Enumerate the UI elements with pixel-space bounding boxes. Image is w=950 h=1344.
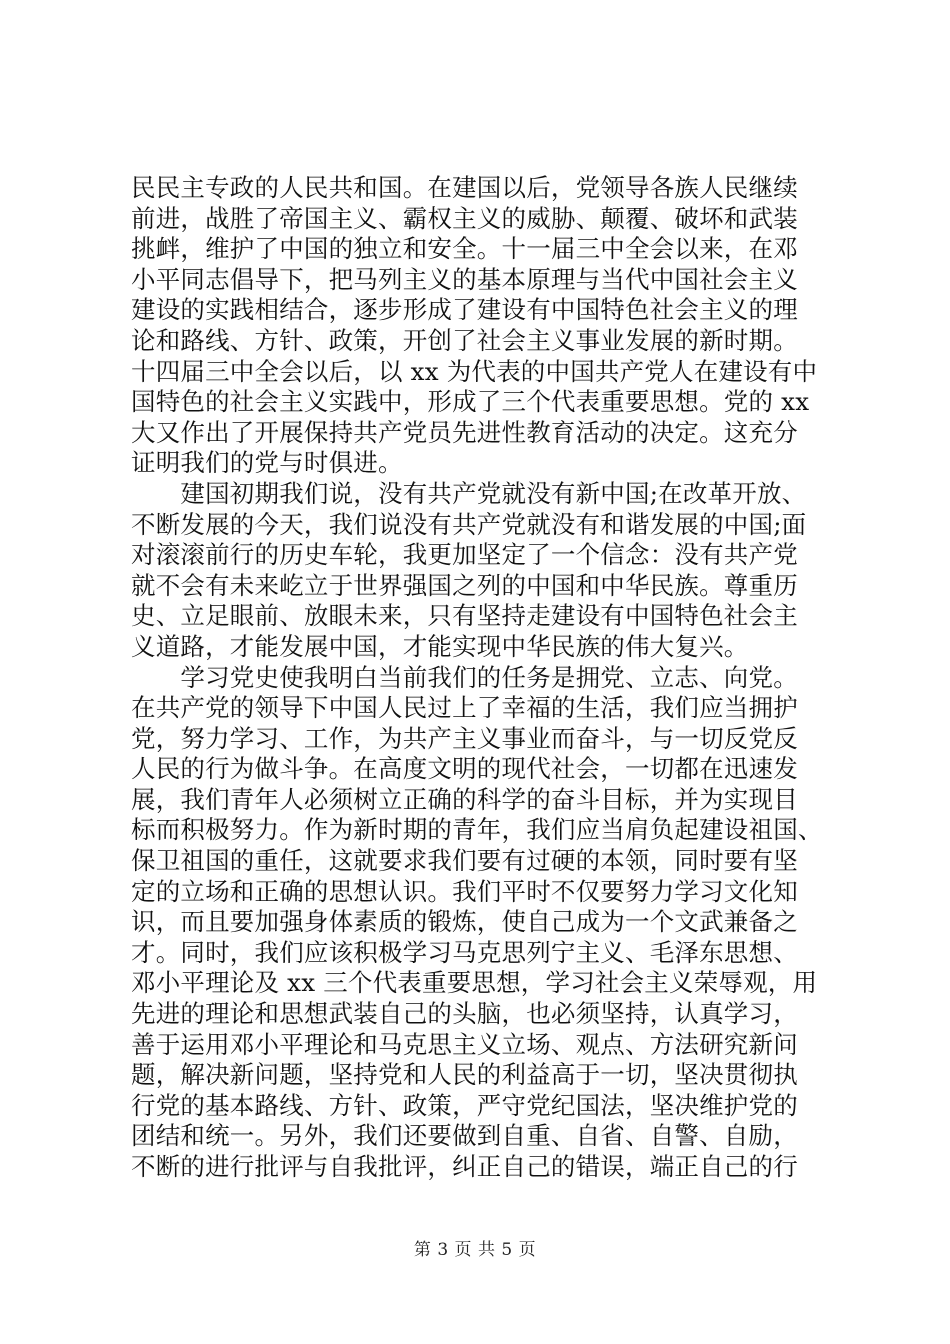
text-line: 大又作出了开展保持共产党员先进性教育活动的决定。这充分	[131, 417, 798, 447]
text-line: 小平同志倡导下，把马列主义的基本原理与当代中国社会主义	[131, 264, 798, 294]
text-line: 才。同时，我们应该积极学习马克思列宁主义、毛泽东思想、	[131, 937, 798, 967]
text-line: 挑衅，维护了中国的独立和安全。十一届三中全会以来，在邓	[131, 234, 798, 264]
text-line: 保卫祖国的重任，这就要求我们要有过硬的本领，同时要有坚	[131, 846, 798, 876]
text-line: 先进的理论和思想武装自己的头脑，也必须坚持，认真学习，	[131, 999, 798, 1029]
text-line: 邓小平理论及 xx 三个代表重要思想，学习社会主义荣辱观，用	[131, 968, 818, 998]
text-line: 定的立场和正确的思想认识。我们平时不仅要努力学习文化知	[131, 876, 798, 906]
text-line: 不断的进行批评与自我批评，纠正自己的错误，端正自己的行	[131, 1152, 798, 1181]
document-body	[131, 173, 831, 1183]
text-line: 建设的实践相结合，逐步形成了建设有中国特色社会主义的理	[131, 295, 798, 325]
text-line: 识，而且要加强身体素质的锻炼，使自己成为一个文武兼备之	[131, 907, 798, 937]
text-line: 党，努力学习、工作，为共产主义事业而奋斗，与一切反党反	[131, 723, 798, 753]
text-line: 人民的行为做斗争。在高度文明的现代社会，一切都在迅速发	[131, 754, 798, 784]
text-line: 民民主专政的人民共和国。在建国以后，党领导各族人民继续	[131, 173, 798, 202]
text-line: 对滚滚前行的历史车轮，我更加坚定了一个信念：没有共产党	[131, 540, 798, 570]
text-line: 展，我们青年人必须树立正确的科学的奋斗目标，并为实现目	[131, 784, 798, 814]
text-line: 在共产党的领导下中国人民过上了幸福的生活，我们应当拥护	[131, 693, 798, 723]
page-number-footer: 第 3 页 共 5 页	[413, 1240, 537, 1260]
text-line: 学习党史使我明白当前我们的任务是拥党、立志、向党。	[131, 662, 798, 692]
text-line: 证明我们的党与时俱进。	[131, 448, 403, 478]
text-line: 题，解决新问题，坚持党和人民的利益高于一切，坚决贯彻执	[131, 1060, 798, 1090]
text-line: 国特色的社会主义实践中，形成了三个代表重要思想。党的 xx	[131, 387, 810, 417]
text-line: 十四届三中全会以后，以 xx 为代表的中国共产党人在建设有中	[131, 356, 818, 386]
text-line: 建国初期我们说，没有共产党就没有新中国;在改革开放、	[131, 478, 807, 508]
text-line: 善于运用邓小平理论和马克思主义立场、观点、方法研究新问	[131, 1029, 798, 1059]
text-line: 不断发展的今天，我们说没有共产党就没有和谐发展的中国;面	[131, 509, 807, 539]
text-line: 团结和统一。另外，我们还要做到自重、自省、自警、自励，	[131, 1121, 798, 1151]
text-line: 就不会有未来屹立于世界强国之列的中国和中华民族。尊重历	[131, 570, 798, 600]
text-line: 史、立足眼前、放眼未来，只有坚持走建设有中国特色社会主	[131, 601, 798, 631]
text-line: 前进，战胜了帝国主义、霸权主义的威胁、颠覆、破坏和武装	[131, 203, 798, 233]
text-line: 论和路线、方针、政策，开创了社会主义事业发展的新时期。	[131, 325, 798, 355]
text-line: 义道路，才能发展中国，才能实现中华民族的伟大复兴。	[131, 631, 749, 661]
text-line: 行党的基本路线、方针、政策，严守党纪国法，坚决维护党的	[131, 1090, 798, 1120]
text-line: 标而积极努力。作为新时期的青年，我们应当肩负起建设祖国、	[131, 815, 823, 845]
